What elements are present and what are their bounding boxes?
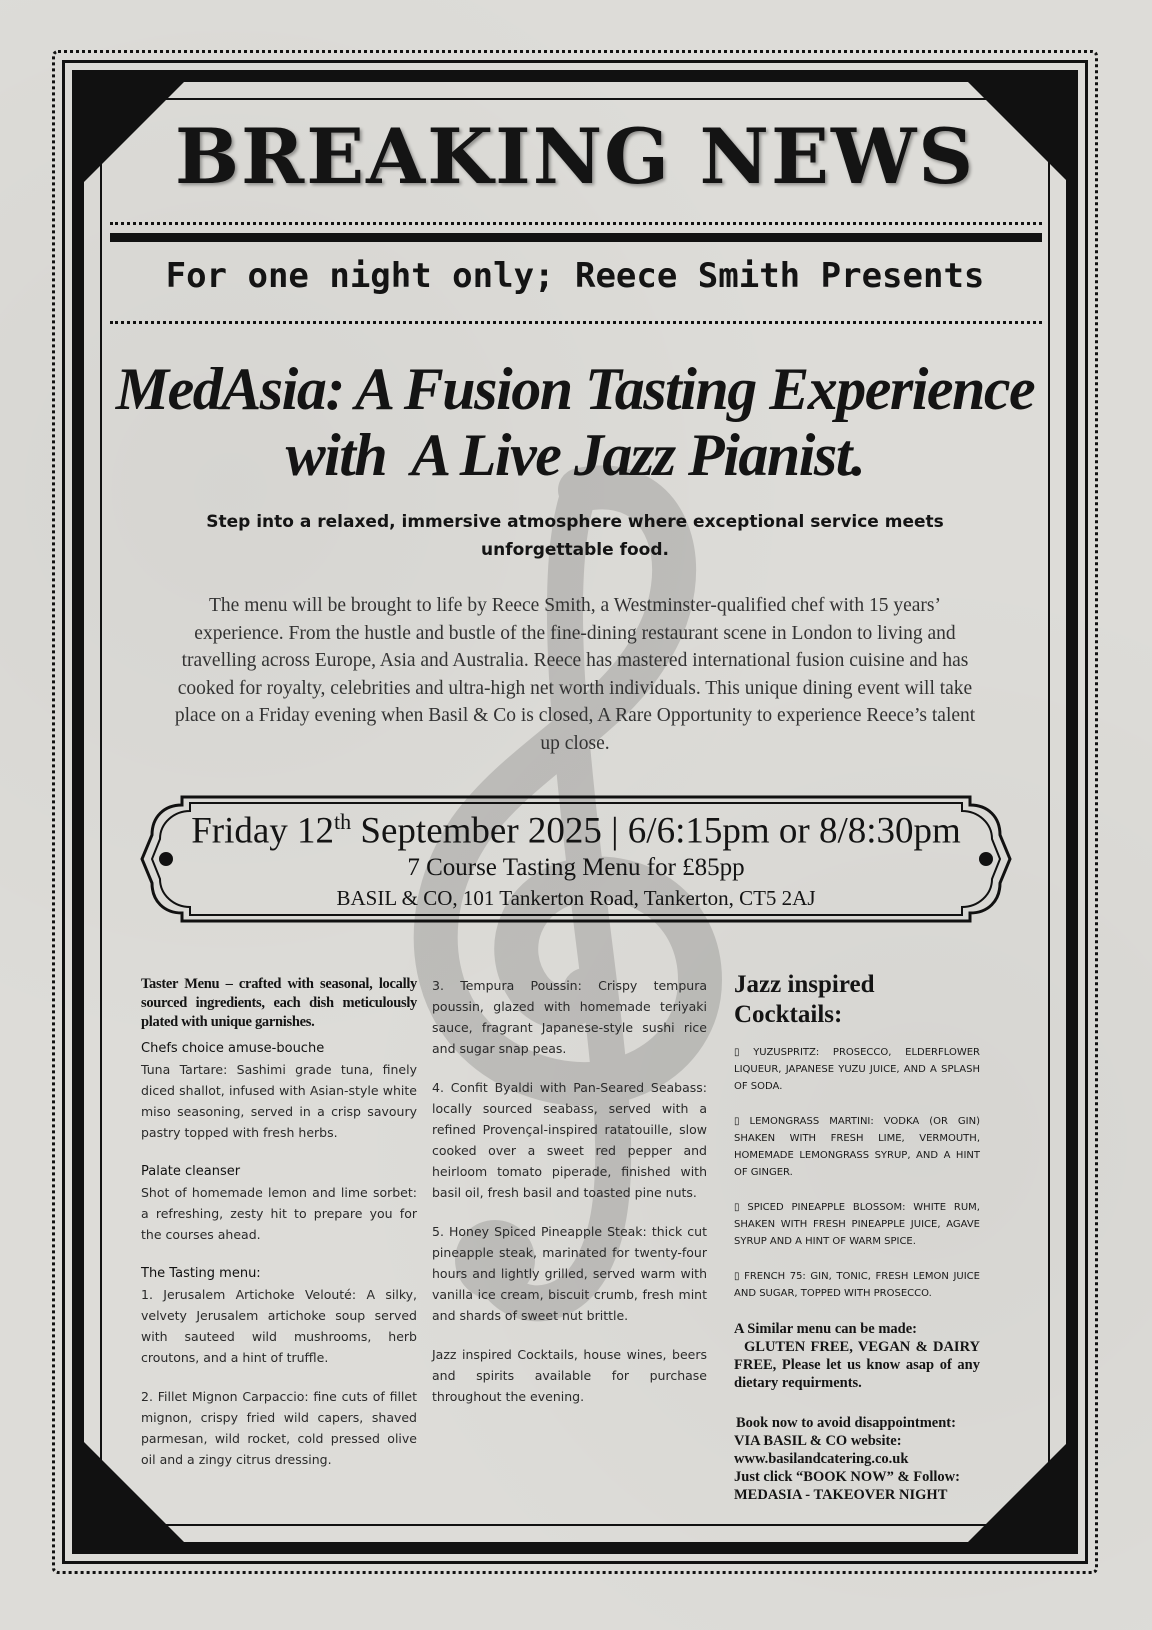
drinks-note: Jazz inspired Cocktails, house wines, beers and spirits available for purchase throughout the evening. (432, 1347, 707, 1404)
booking-line-2: VIA BASIL & CO website: (734, 1433, 902, 1449)
event-title (110, 356, 1040, 488)
cocktail-item: ▯ FRENCH 75: GIN, TONIC, FRESH LEMON JUICE AND SUGAR, TOPPED WITH PROSECCO. (734, 1271, 980, 1299)
course-1: 1. Jerusalem Artichoke Velouté: A silky, velvety Jerusalem artichoke soup served with sauteed wild mushrooms, herb croutons, and a hint of truffle. (141, 1287, 417, 1365)
menu-price: 7 Course Tasting Menu for £85pp (407, 854, 745, 882)
divider-solid (110, 233, 1042, 242)
menu-column-2 (432, 975, 707, 1407)
cocktail-item: ▯ LEMONGRASS MARTINI: VODKA (OR GIN) SHAKEN WITH FRESH LIME, VERMOUTH, HOMEMADE LEMONGRASS SYRUP, AND A HINT OF GINGER. (734, 1116, 980, 1178)
cocktail-item: ▯ YUZUSPRITZ: PROSECCO, ELDERFLOWER LIQUEUR, JAPANESE YUZU JUICE, AND A SPLASH OF SODA. (734, 1047, 980, 1092)
tasting-title: The Tasting menu: (141, 1266, 261, 1281)
description-text: The menu will be brought to life by Reece Smith, a Westminster-qualified chef with 15 years’ experience. From the hustle and bustle of the fine-dining restaurant scene in London to living and travelling across Europe, Asia and Australia. Reece has mastered international fusion cuisine and has cooked for royalty, celebrities and ultra-high net worth individuals. This unique dining event will take place on a Friday evening when Basil & Co is closed, A Rare Opportunity to experience Reece’s talent up close. (174, 595, 976, 754)
course-2: 2. Fillet Mignon Carpaccio: fine cuts of fillet mignon, crispy fried wild capers, shaved parmesan, wild rocket, cold pressed olive oil and a zingy citrus dressing. (141, 1389, 417, 1467)
title-line-2: with A Live Jazz Pianist. (285, 422, 865, 488)
headline: BREAKING NEWS (174, 112, 976, 201)
course-3: 3. Tempura Poussin: Crispy tempura poussin, glazed with homemade teriyaki sauce, fragrant Japanese-style sushi rice and sugar snap peas. (432, 978, 707, 1056)
amuse-title: Chefs choice amuse-bouche (141, 1041, 325, 1056)
title-line-1: MedAsia: A Fusion Tasting Experience (115, 356, 1035, 422)
presents-line: For one night only; Reece Smith Presents (165, 256, 985, 296)
course-4: 4. Confit Byaldi with Pan-Seared Seabass: locally sourced seabass, served with a refined Provençal-inspired ratatouille, slow cooked over a sweet red pepper and heirloom tomato piperade, finished with basil oil, fresh basil and toasted pine nuts. (432, 1080, 707, 1200)
divider-dotted (110, 222, 1042, 225)
cocktail-item: ▯ SPICED PINEAPPLE BLOSSOM: WHITE RUM, SHAKEN WITH FRESH PINEAPPLE JUICE, AGAVE SYRUP AND A HINT OF WARM SPICE. (734, 1202, 980, 1247)
course-5: 5. Honey Spiced Pineapple Steak: thick cut pineapple steak, marinated for twenty-four hours and lightly grilled, served warm with vanilla ice cream, biscuit crumb, fresh mint and shards of sweet nut brittle. (432, 1224, 707, 1323)
menu-lead: Taster Menu – crafted with seasonal, locally sourced ingredients, each dish meticulously plated with unique garnishes. (141, 976, 417, 1030)
amuse-text: Tuna Tartare: Sashimi grade tuna, finely diced shallot, infused with Asian-style white miso seasoning, served in a crisp savoury pastry topped with fresh herbs. (141, 1062, 417, 1140)
menu-column-1 (141, 975, 417, 1470)
booking-line-5: MEDASIA - TAKEOVER NIGHT (734, 1487, 948, 1503)
cocktails-column (734, 970, 980, 1504)
cleanser-text: Shot of homemade lemon and lime sorbet: a refreshing, zesty hit to prepare you for the courses ahead. (141, 1185, 417, 1242)
venue-address: BASIL & CO, 101 Tankerton Road, Tankerton, CT5 2AJ (336, 886, 816, 911)
dietary-title: A Similar menu can be made: (734, 1321, 917, 1337)
event-date: Friday 12th September 2025 | 6/6:15pm or 8/8:30pm (191, 809, 961, 852)
cocktails-title: Jazz inspired Cocktails: (734, 971, 875, 1028)
cleanser-title: Palate cleanser (141, 1164, 241, 1179)
dietary-text: GLUTEN FREE, VEGAN & DAIRY FREE, Please let us know asap of any dietary requirments. (734, 1339, 980, 1391)
booking-line-4: Just click “BOOK NOW” & Follow: (734, 1469, 960, 1485)
event-details (140, 800, 1012, 913)
booking-line-1: Book now to avoid disappointment: (736, 1415, 956, 1431)
intro-text: Step into a relaxed, immersive atmosphere where exceptional service meets unforgettable food. (206, 512, 944, 560)
booking-website: www.basilandcatering.co.uk (734, 1451, 909, 1467)
divider-dotted (110, 321, 1042, 324)
